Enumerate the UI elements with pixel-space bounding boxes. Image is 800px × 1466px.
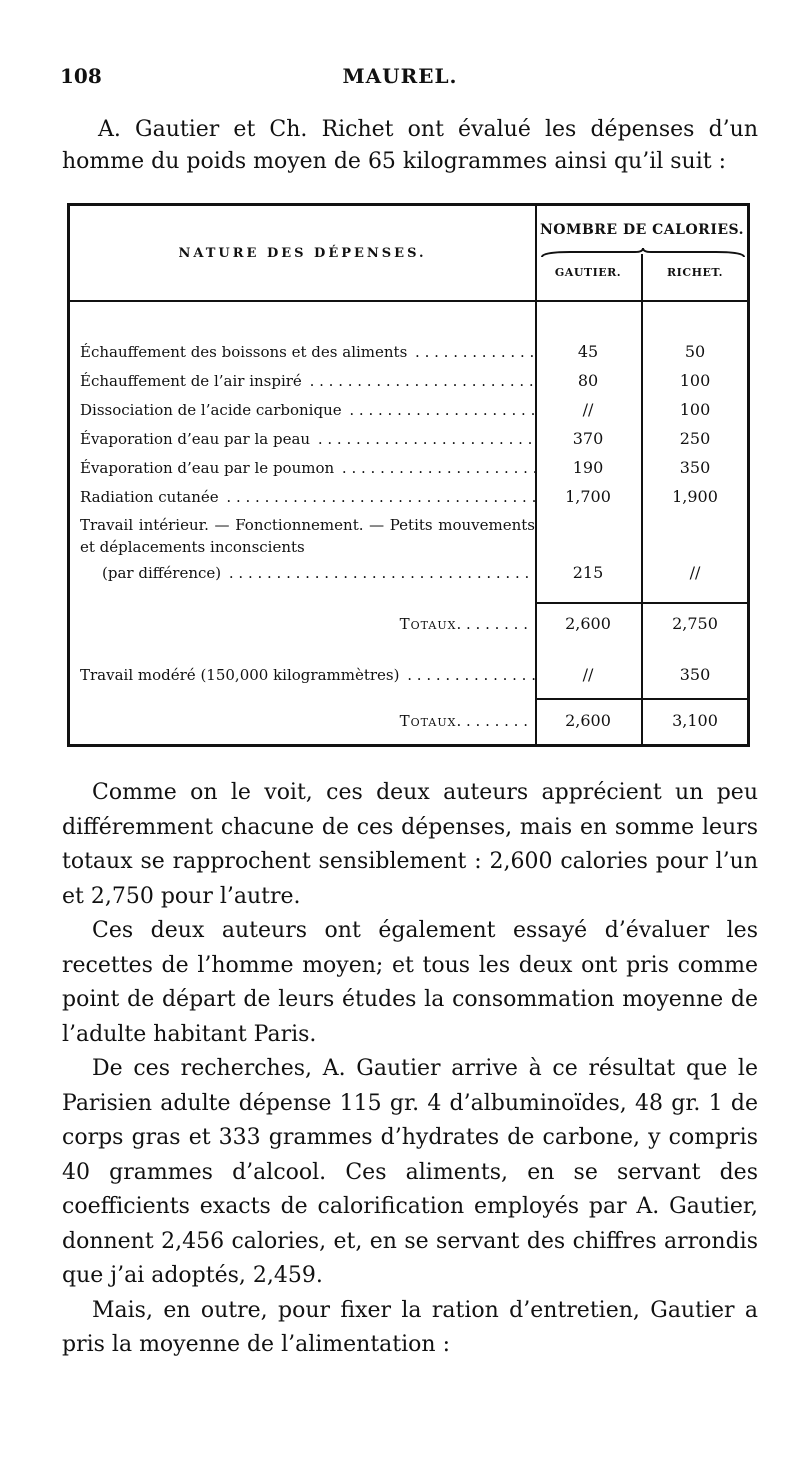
- row-value-gautier: 1,700: [565, 487, 611, 506]
- row-value-richet: //: [689, 563, 701, 582]
- header-brace: [540, 247, 746, 259]
- richet-header: RICHET.: [667, 266, 723, 279]
- row-label: Dissociation de l’acide carbonique: [80, 401, 345, 419]
- row-value-gautier: 80: [577, 371, 599, 390]
- intro-text: A. Gautier et Ch. Richet ont évalué les dépenses d’un homme du poids moyen de 65 kilogrammes ainsi qu’il suit :: [62, 117, 758, 174]
- row-value-richet: 100: [679, 400, 711, 419]
- page-number: 108: [60, 64, 102, 88]
- row-value-gautier: 215: [572, 563, 604, 582]
- table-row: [80, 662, 535, 688]
- row-label-continued: (par différence): [102, 564, 224, 582]
- table-row: [80, 455, 535, 481]
- row-label: Évaporation d’eau par le poumon: [80, 459, 337, 477]
- total-value-richet: 2,750: [672, 614, 718, 633]
- page-header: [60, 64, 740, 98]
- body-text: [62, 776, 758, 1363]
- totals-row: Totaux. . . . . . . .: [399, 712, 528, 730]
- row-label: Radiation cutanée: [80, 488, 222, 506]
- paragraph: Ces deux auteurs ont également essayé d’évaluer les recettes de l’homme moyen; et tous les deux ont pris comme point de départ de leurs études la consommation moyenne de l’adulte habitant Paris.: [62, 918, 758, 1047]
- header-rule: [70, 300, 747, 302]
- row-value-gautier: 370: [572, 429, 604, 448]
- row-value-gautier: //: [582, 400, 594, 419]
- paragraph: De ces recherches, A. Gautier arrive à ce résultat que le Parisien adulte dépense 115 gr. 4 d’albuminoïdes, 48 gr. 1 de corps gras et 333 grammes d’hydrates de carbone, y compris 40 grammes d’alcool. Ces aliments, en se servant des coefficients exacts de calorification employés par A. Gautier, donnent 2,456 calories, et, en se servant des chiffres arrondis que j’ai adoptés, 2,459.: [62, 1056, 758, 1288]
- table-row: [80, 397, 535, 423]
- total-value-gautier: 2,600: [565, 614, 611, 633]
- row-value-richet: 1,900: [672, 487, 718, 506]
- table-row: [80, 484, 535, 510]
- row-label: Travail modéré (150,000 kilogrammètres): [80, 666, 402, 684]
- paragraph: Mais, en outre, pour fixer la ration d’entretien, Gautier a pris la moyenne de l’alimentation :: [62, 1297, 758, 1357]
- row-value-gautier: //: [582, 665, 594, 684]
- row-value-gautier: 45: [577, 342, 599, 361]
- row-value-richet: 350: [679, 665, 711, 684]
- totals-row: Totaux. . . . . . . .: [399, 615, 528, 633]
- table-row: [80, 560, 535, 586]
- row-label: Échauffement des boissons et des aliments: [80, 343, 410, 361]
- total-value-richet: 3,100: [672, 711, 718, 730]
- table-row: [80, 339, 535, 365]
- gautier-header: GAUTIER.: [554, 266, 622, 279]
- running-head: MAUREL.: [342, 64, 458, 88]
- nature-header: NATURE DES DÉPENSES.: [178, 246, 427, 261]
- row-label: Échauffement de l’air inspiré: [80, 372, 305, 390]
- calories-header: NOMBRE DE CALORIES.: [539, 222, 745, 238]
- total1-rule: [536, 602, 747, 604]
- total-value-gautier: 2,600: [565, 711, 611, 730]
- calorie-table: [67, 203, 750, 747]
- row-value-gautier: 190: [572, 458, 604, 477]
- row-value-richet: 350: [679, 458, 711, 477]
- totals-label: Totaux: [399, 615, 457, 633]
- paragraph: Comme on le voit, ces deux auteurs apprécient un peu différemment chacune de ces dépenses, mais en somme leurs totaux se rapprochent sensiblement : 2,600 calories pour l’un et 2,750 pour l’autre.: [62, 780, 758, 909]
- intro-paragraph: [62, 114, 758, 178]
- row-value-richet: 50: [684, 342, 706, 361]
- totals-label: Totaux: [399, 712, 457, 730]
- row-value-richet: 250: [679, 429, 711, 448]
- row-label: Travail intérieur. — Fonctionnement. — Petits mouvements et déplacements inconscients: [80, 516, 535, 556]
- row-value-richet: 100: [679, 371, 711, 390]
- total2-rule: [536, 698, 747, 700]
- row-label: Évaporation d’eau par la peau: [80, 430, 313, 448]
- table-row: [80, 368, 535, 394]
- table-row-multiline: [80, 514, 535, 558]
- table-row: [80, 426, 535, 452]
